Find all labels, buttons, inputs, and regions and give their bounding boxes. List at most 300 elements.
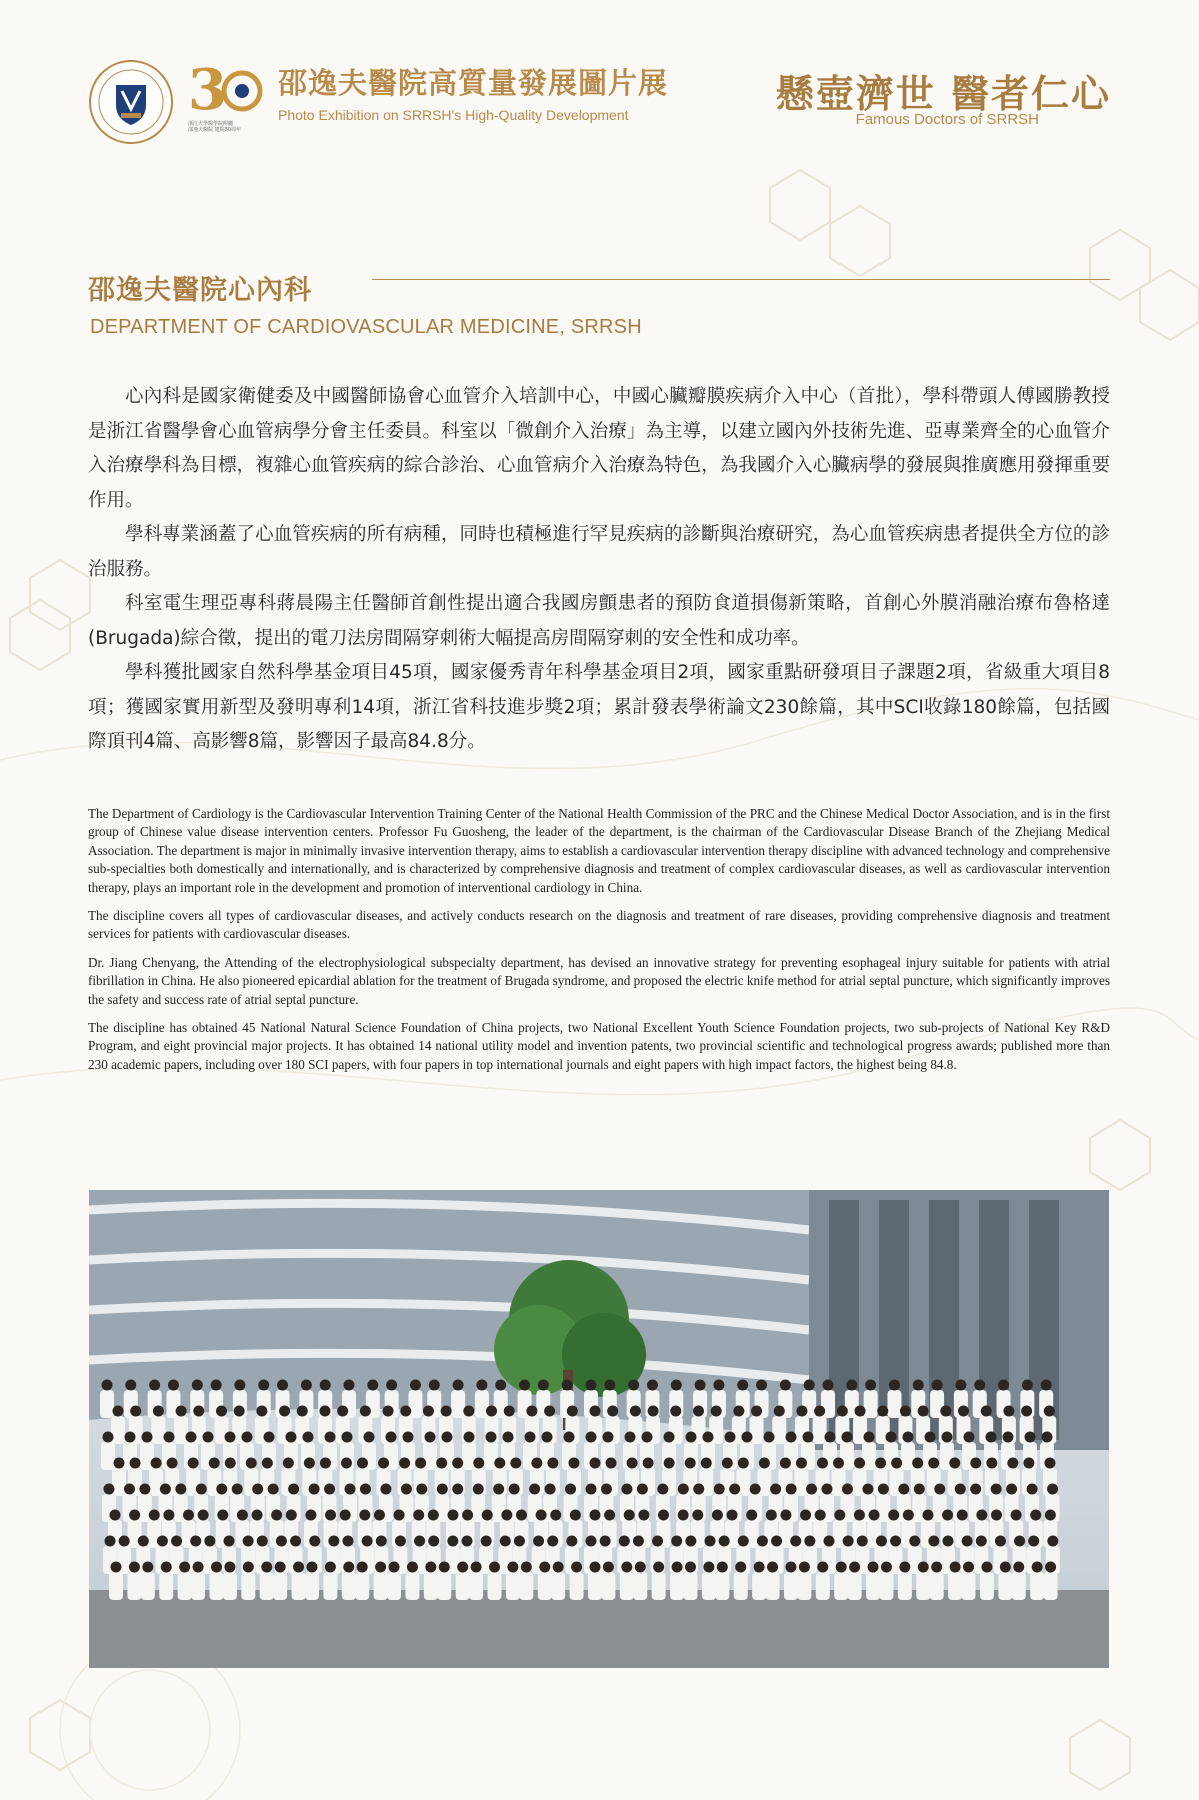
person-head — [258, 1380, 269, 1391]
person-head — [949, 1458, 960, 1469]
person-head — [590, 1510, 601, 1521]
person-head — [628, 1380, 639, 1391]
person-head — [447, 1536, 458, 1547]
person-head — [471, 1562, 482, 1573]
person-head — [1021, 1406, 1032, 1417]
person-head — [1014, 1536, 1025, 1547]
person-head — [306, 1562, 317, 1573]
person-head — [232, 1484, 243, 1495]
person-head — [664, 1432, 675, 1443]
person-head — [664, 1458, 675, 1469]
person-head — [562, 1380, 573, 1391]
person-head — [565, 1484, 576, 1495]
slogan: 懸壺濟世 醫者仁心 — [775, 71, 1111, 116]
person-head — [621, 1562, 632, 1573]
person-head — [1047, 1536, 1058, 1547]
person-body — [506, 1572, 520, 1600]
person-head — [500, 1536, 511, 1547]
hospital-seal-logo — [88, 59, 174, 145]
person-head — [481, 1536, 492, 1547]
person-head — [401, 1484, 412, 1495]
person-head — [252, 1484, 263, 1495]
person-body — [864, 1390, 878, 1418]
slogan-subtitle: Famous Doctors of SRRSH — [855, 111, 1039, 128]
person-head — [130, 1406, 141, 1417]
person-head — [962, 1536, 973, 1547]
logo-small-line2: 邵逸夫醫院 — [188, 127, 214, 133]
person-head — [486, 1432, 497, 1443]
person-body — [405, 1572, 419, 1600]
person-body — [816, 1572, 830, 1600]
person-head — [658, 1510, 669, 1521]
person-head — [464, 1432, 475, 1443]
person-head — [564, 1432, 575, 1443]
person-head — [886, 1432, 897, 1443]
title-divider — [372, 279, 1110, 280]
en-paragraph: The discipline has obtained 45 National Natural Science Foundation of China projects, two National Excellent Youth Science Foundation projects, two sub-projects of National Key R&D Program, and eight provincial major projects. It has obtained 14 national utility model and invention patents, two provincial scientific and technological progress awards; published more than 230 academic papers, including over 180 SCI papers, with four papers in top international journals and eight papers with high impact factors, the highest being 84.8. — [88, 1020, 1110, 1072]
person-head — [800, 1510, 811, 1521]
person-body — [456, 1572, 470, 1600]
person-head — [643, 1458, 654, 1469]
person-head — [482, 1510, 493, 1521]
person-head — [817, 1458, 828, 1469]
person-head — [1041, 1380, 1052, 1391]
person-head — [746, 1510, 757, 1521]
person-head — [590, 1406, 601, 1417]
person-body — [241, 1572, 255, 1600]
person-head — [889, 1380, 900, 1391]
person-head — [224, 1536, 235, 1547]
person-head — [462, 1510, 473, 1521]
person-head — [1027, 1484, 1038, 1495]
person-head — [410, 1380, 421, 1391]
person-head — [686, 1432, 697, 1443]
person-head — [374, 1510, 385, 1521]
person-body — [601, 1572, 615, 1600]
person-head — [672, 1562, 683, 1573]
person-head — [842, 1484, 853, 1495]
person-head — [693, 1406, 704, 1417]
person-head — [125, 1380, 136, 1391]
person-head — [301, 1380, 312, 1391]
en-paragraph: The discipline covers all types of cardiovascular diseases, and actively conducts research on the diagnosis and treatment of rare diseases, providing comprehensive diagnosis and treatment services for patients with cardiovascular diseases. — [88, 908, 1110, 942]
person-body — [273, 1572, 287, 1600]
person-head — [198, 1510, 209, 1521]
person-head — [693, 1484, 704, 1495]
person-head — [570, 1510, 581, 1521]
person-head — [193, 1562, 204, 1573]
person-head — [964, 1432, 975, 1443]
person-head — [955, 1484, 966, 1495]
person-head — [276, 1536, 287, 1547]
person-head — [542, 1432, 553, 1443]
person-head — [729, 1484, 740, 1495]
person-head — [603, 1432, 614, 1443]
person-head — [918, 1562, 929, 1573]
person-body — [112, 1468, 126, 1496]
person-head — [375, 1562, 386, 1573]
person-head — [415, 1458, 426, 1469]
person-head — [297, 1406, 308, 1417]
person-body — [551, 1572, 565, 1600]
person-head — [256, 1406, 267, 1417]
person-head — [868, 1562, 879, 1573]
person-head — [234, 1406, 245, 1417]
person-body — [451, 1390, 465, 1418]
person-head — [725, 1432, 736, 1443]
person-head — [538, 1380, 549, 1391]
person-head — [164, 1432, 175, 1443]
person-head — [504, 1406, 515, 1417]
person-head — [876, 1536, 887, 1547]
person-head — [1030, 1510, 1041, 1521]
person-body — [209, 1572, 223, 1600]
person-head — [823, 1380, 834, 1391]
person-head — [759, 1458, 770, 1469]
person-head — [653, 1562, 664, 1573]
person-head — [514, 1536, 525, 1547]
person-head — [825, 1432, 836, 1443]
person-head — [463, 1406, 474, 1417]
person-head — [957, 1510, 968, 1521]
person-head — [806, 1484, 817, 1495]
person-body — [715, 1572, 729, 1600]
person-head — [903, 1510, 914, 1521]
person-head — [153, 1406, 164, 1417]
person-head — [733, 1406, 744, 1417]
person-body — [834, 1572, 848, 1600]
person-head — [986, 1432, 997, 1443]
person-head — [386, 1380, 397, 1391]
person-head — [568, 1458, 579, 1469]
person-body — [100, 1390, 114, 1418]
person-head — [918, 1406, 929, 1417]
person-body — [174, 1416, 188, 1444]
person-head — [630, 1406, 641, 1417]
cn-paragraph: 學科獲批國家自然科學基金項目45項，國家優秀青年科學基金項目2項，國家重點研發項目子課題2項，省級重大項目8項；獲國家實用新型及發明專利14項，浙江省科技進步獎2項；累計發表學術論文230餘篇，其中SCI收錄180餘篇，包括國際頂刊4篇、高影響8篇，影響因子最高84.8分。 — [88, 662, 1110, 752]
person-head — [441, 1406, 452, 1417]
person-head — [325, 1432, 336, 1443]
person-head — [104, 1484, 115, 1495]
person-head — [875, 1458, 886, 1469]
person-head — [428, 1536, 439, 1547]
person-head — [246, 1458, 257, 1469]
logo-anniv: 建院30周年 — [214, 127, 241, 133]
person-body — [702, 1572, 716, 1600]
person-head — [531, 1458, 542, 1469]
person-head — [547, 1536, 558, 1547]
person-head — [888, 1510, 899, 1521]
person-head — [764, 1432, 775, 1443]
person-body — [323, 1572, 337, 1600]
person-body — [191, 1572, 205, 1600]
person-head — [337, 1406, 348, 1417]
person-head — [976, 1510, 987, 1521]
person-head — [671, 1380, 682, 1391]
person-head — [1022, 1380, 1033, 1391]
person-body — [766, 1572, 780, 1600]
person-head — [586, 1380, 597, 1391]
person-head — [796, 1458, 807, 1469]
person-head — [305, 1510, 316, 1521]
person-head — [837, 1406, 848, 1417]
person-head — [380, 1484, 391, 1495]
department-name-en: DEPARTMENT OF CARDIOVASCULAR MEDICINE, SRRSH — [90, 316, 642, 338]
person-head — [754, 1562, 765, 1573]
person-head — [526, 1406, 537, 1417]
person-head — [224, 1562, 235, 1573]
person-body — [887, 1390, 901, 1418]
person-head — [638, 1510, 649, 1521]
person-head — [766, 1510, 777, 1521]
person-head — [344, 1380, 355, 1391]
person-head — [149, 1510, 160, 1521]
person-head — [756, 1380, 767, 1391]
person-head — [102, 1380, 113, 1391]
person-head — [803, 1432, 814, 1443]
person-head — [211, 1562, 222, 1573]
person-head — [286, 1432, 297, 1443]
person-body — [683, 1572, 697, 1600]
person-head — [186, 1432, 197, 1443]
person-head — [625, 1432, 636, 1443]
person-head — [703, 1432, 714, 1443]
person-head — [771, 1536, 782, 1547]
person-head — [695, 1380, 706, 1391]
person-head — [692, 1510, 703, 1521]
person-head — [869, 1510, 880, 1521]
person-body — [519, 1572, 533, 1600]
person-head — [362, 1536, 373, 1547]
person-head — [814, 1406, 825, 1417]
person-head — [242, 1432, 253, 1443]
person-head — [142, 1562, 153, 1573]
person-head — [1047, 1484, 1058, 1495]
person-head — [203, 1432, 214, 1443]
person-head — [928, 1458, 939, 1469]
person-head — [703, 1562, 714, 1573]
person-head — [751, 1406, 762, 1417]
person-head — [533, 1536, 544, 1547]
person-head — [204, 1536, 215, 1547]
person-head — [701, 1458, 712, 1469]
en-paragraph: Dr. Jiang Chenyang, the Attending of the electrophysiological subspecialty department, has devised an innovative strategy for preventing esophageal injury suitable for patients with atrial fibrillation in China. He also pioneered epicardial ablation for the treatment of Brugada syndrome, and proposed the electric knife method for atrial septal puncture, which significantly improves the safety and success rate of atrial septal puncture. — [88, 954, 1110, 1007]
person-head — [217, 1510, 228, 1521]
person-body — [901, 1442, 915, 1470]
person-head — [225, 1432, 236, 1443]
person-body — [752, 1572, 766, 1600]
person-head — [437, 1484, 448, 1495]
person-body — [374, 1572, 388, 1600]
person-head — [288, 1484, 299, 1495]
person-head — [1013, 1562, 1024, 1573]
person-head — [834, 1510, 845, 1521]
person-head — [909, 1536, 920, 1547]
person-head — [175, 1484, 186, 1495]
person-head — [940, 1406, 951, 1417]
person-body — [670, 1572, 684, 1600]
person-head — [360, 1484, 371, 1495]
person-head — [998, 1380, 1009, 1391]
person-body — [620, 1572, 634, 1600]
person-head — [1023, 1458, 1034, 1469]
person-head — [286, 1510, 297, 1521]
person-head — [130, 1458, 141, 1469]
person-head — [976, 1536, 987, 1547]
person-head — [1028, 1536, 1039, 1547]
person-head — [881, 1562, 892, 1573]
person-head — [815, 1510, 826, 1521]
person-head — [780, 1510, 791, 1521]
person-head — [903, 1432, 914, 1443]
person-head — [963, 1562, 974, 1573]
person-head — [428, 1510, 439, 1521]
person-head — [216, 1484, 227, 1495]
person-head — [833, 1458, 844, 1469]
person-body — [260, 1572, 274, 1600]
person-head — [705, 1536, 716, 1547]
person-head — [486, 1406, 497, 1417]
person-head — [111, 1562, 122, 1573]
person-head — [262, 1458, 273, 1469]
person-body — [408, 1390, 422, 1418]
person-head — [1007, 1458, 1018, 1469]
person-head — [981, 1406, 992, 1417]
person-head — [190, 1536, 201, 1547]
person-head — [493, 1484, 504, 1495]
person-head — [188, 1458, 199, 1469]
person-head — [357, 1458, 368, 1469]
person-body — [797, 1572, 811, 1600]
person-head — [804, 1380, 815, 1391]
person-body — [998, 1572, 1012, 1600]
person-head — [1044, 1406, 1055, 1417]
person-body — [866, 1572, 880, 1600]
person-head — [129, 1510, 140, 1521]
person-head — [878, 1484, 889, 1495]
person-body — [292, 1572, 306, 1600]
person-head — [586, 1432, 597, 1443]
person-head — [842, 1432, 853, 1443]
person-head — [890, 1536, 901, 1547]
person-head — [1000, 1562, 1011, 1573]
person-head — [113, 1406, 124, 1417]
person-head — [439, 1562, 450, 1573]
person-body — [141, 1572, 155, 1600]
person-body — [151, 1416, 165, 1444]
person-head — [877, 1406, 888, 1417]
person-head — [942, 1510, 953, 1521]
person-head — [843, 1536, 854, 1547]
person-head — [928, 1536, 939, 1547]
person-head — [657, 1484, 668, 1495]
person-head — [105, 1536, 116, 1547]
person-head — [604, 1510, 615, 1521]
person-head — [510, 1458, 521, 1469]
person-head — [343, 1562, 354, 1573]
person-head — [413, 1510, 424, 1521]
person-head — [442, 1432, 453, 1443]
person-head — [157, 1536, 168, 1547]
person-head — [817, 1562, 828, 1573]
person-head — [539, 1562, 550, 1573]
person-head — [1044, 1458, 1055, 1469]
person-head — [553, 1562, 564, 1573]
department-group-photo — [89, 1190, 1109, 1668]
person-head — [407, 1562, 418, 1573]
person-head — [125, 1432, 136, 1443]
person-head — [360, 1406, 371, 1417]
person-head — [974, 1380, 985, 1391]
person-head — [722, 1458, 733, 1469]
person-head — [452, 1458, 463, 1469]
person-head — [1003, 1432, 1014, 1443]
person-head — [600, 1536, 611, 1547]
person-body — [794, 1468, 808, 1496]
person-head — [865, 1380, 876, 1391]
expo-title: 邵逸夫醫院高質量發展圖片展 — [278, 66, 669, 100]
person-head — [167, 1458, 178, 1469]
person-head — [193, 1406, 204, 1417]
person-head — [849, 1562, 860, 1573]
person-head — [176, 1406, 187, 1417]
person-head — [161, 1562, 172, 1573]
person-head — [168, 1380, 179, 1391]
person-head — [447, 1510, 458, 1521]
person-head — [671, 1536, 682, 1547]
person-head — [619, 1536, 630, 1547]
person-head — [324, 1484, 335, 1495]
person-body — [734, 1572, 748, 1600]
person-head — [536, 1510, 547, 1521]
person-head — [425, 1562, 436, 1573]
person-head — [727, 1510, 738, 1521]
person-head — [790, 1536, 801, 1547]
person-head — [934, 1484, 945, 1495]
person-head — [738, 1458, 749, 1469]
person-head — [780, 1380, 791, 1391]
person-body — [305, 1572, 319, 1600]
person-head — [970, 1484, 981, 1495]
person-head — [328, 1536, 339, 1547]
person-head — [566, 1536, 577, 1547]
person-head — [1045, 1562, 1056, 1573]
person-head — [685, 1536, 696, 1547]
cn-paragraph: 學科專業涵蓋了心血管疾病的所有病種，同時也積極進行罕見疾病的診斷與治療研究，為心血管疾病患者提供全方位的診治服務。 — [88, 524, 1110, 580]
person-head — [925, 1432, 936, 1443]
person-head — [340, 1510, 351, 1521]
person-head — [243, 1536, 254, 1547]
person-head — [970, 1458, 981, 1469]
person-head — [319, 1406, 330, 1417]
person-head — [119, 1536, 130, 1547]
person-body — [980, 1572, 994, 1600]
anniversary-small-text — [188, 121, 270, 133]
person-head — [891, 1458, 902, 1469]
person-head — [342, 1432, 353, 1443]
person-head — [343, 1536, 354, 1547]
person-head — [604, 1380, 615, 1391]
person-head — [678, 1484, 689, 1495]
person-head — [325, 1510, 336, 1521]
person-head — [714, 1484, 725, 1495]
person-head — [685, 1458, 696, 1469]
person-body — [633, 1572, 647, 1600]
person-head — [142, 1432, 153, 1443]
person-head — [637, 1484, 648, 1495]
person-head — [494, 1458, 505, 1469]
person-head — [648, 1406, 659, 1417]
